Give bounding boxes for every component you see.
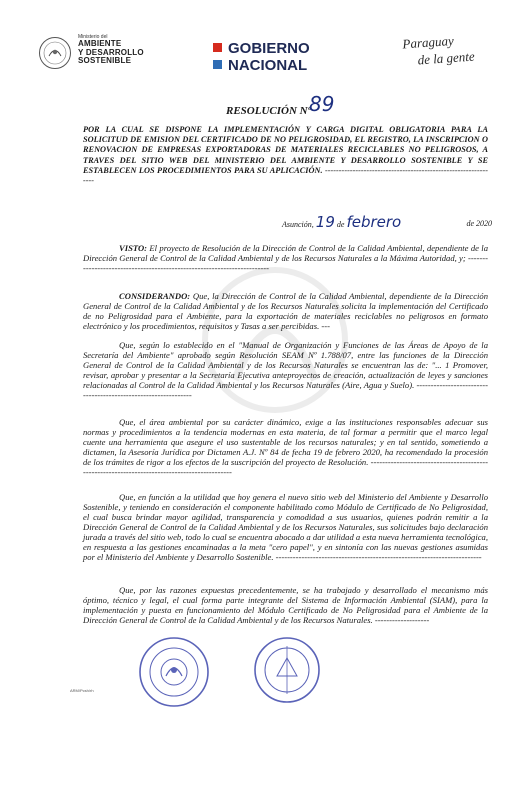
date-line (282, 213, 492, 231)
paragraph-5: Que, en función a la utilidad que hoy genera el nuevo sitio web del Ministerio del Ambiente y Desarrollo Sostenible, y teniendo en consideración el componente habilitado como Módulo de Certificado de No Peligrosidad, el cual busca brindar mayor agilidad, transparencia y comodidad a sus usuarios, quienes podrán remitir a la Dirección General de Control de la Calidad Ambiental y de los Recursos Naturales, sus solicitudes bajo declaración jurada a través del sitio web, todo lo cual se encuentra abocado a dar utilidad a esta nueva herramienta tecnológica, en respuesta a las gestiones encaminadas a la meta "cero papel", y en sintonía con las nuevas gestiones asumidas por el Ministerio del Ambiente y Desarrollo Sostenible. ------------------------------------------------------------------------ (83, 492, 488, 562)
ministry-seal-icon (38, 36, 72, 70)
date-de2: de (466, 219, 474, 228)
paragraph-4: Que, el área ambiental por su carácter dinámico, exige a las instituciones responsables adecuar sus normas y procedimientos a la tendencia modernas en esta materia, de tal formar a permitir que el marco legal cuente una herramienta que asegure el uso sustentable de los recursos naturales; y en tal sentido, sometiendo a dictamen, la Asesoría Jurídica por Dictamen A.J. Nº 84 de fecha 19 de febrero 2020, ha recomendado la procesión de los trámites de rigor a los efectos de la suscripción del proyecto de Resolución. --------------------------------------------------------------------------------------------- (83, 417, 488, 477)
visto-text: El proyecto de Resolución de la Dirección de Control de la Calidad Ambiental, dependiente de la Dirección General de Control de la Calidad Ambiental y de los Recursos Naturales a la Máxima Autoridad, y; ------------------------------------------------------------------------ (83, 243, 488, 273)
date-month: febrero (346, 213, 402, 231)
resolution-intro: POR LA CUAL SE DISPONE LA IMPLEMENTACIÓN Y CARGA DIGITAL OBLIGATORIA PARA LA SOLICITUD DE EMISION DEL CERTIFICADO DE NO PELIGROSIDAD, EL REGISTRO, LA INSCRIPCION O RENOVACION DE EMPRESAS EXPORTADORAS DE MATERIALES RECICLABLES NO PELIGROSOS, A TRAVES DEL SITIO WEB DEL MINISTERIO DEL AMBIENTE Y DESARROLLO SOSTENIBLE Y SE ESTABLECEN LOS PROCEDIMIENTOS PARA SU APLICACIÓN. --------------------------------------------------------------- (83, 125, 488, 186)
resolution-number: 89 (309, 92, 335, 116)
blue-square-icon (213, 60, 222, 69)
paraguay-slogan (402, 31, 475, 70)
gov-line1: GOBIERNO (228, 40, 310, 57)
paragraph-6: Que, por las razones expuestas precedentemente, se ha trabajado y desarrollado el mecanismo más óptimo, técnico y legal, el cual forma parte integrante del Sistema de Información Ambiental (SIAM), para la implementación y puesta en funcionamiento del Módulo Certificado de No Peligrosidad para el Ambiente de la Dirección General de Control de la Calidad Ambiental y de los Recursos Naturales. ------------------- (83, 585, 488, 625)
ministry-name (78, 35, 144, 65)
red-square-icon (213, 43, 222, 52)
ministry-line3: SOSTENIBLE (78, 56, 132, 66)
date-city: Asunción, (282, 220, 314, 229)
footer-note: ARM/Pcsh/rh (70, 688, 94, 693)
date-de1: de (336, 220, 345, 229)
considerando-label: CONSIDERANDO: (119, 291, 191, 301)
ministry-stamp-icon (253, 636, 321, 704)
gobierno-nacional-logo (213, 40, 310, 74)
date-year: 2020 (476, 219, 492, 228)
considerando-text: Que, la Dirección de Control de la Calidad Ambiental, dependiente de la Dirección General de Control de la Calidad Ambiental y de los Recursos Naturales solicita la implementación del Certificado de no Peligrosidad para el Ambiente, para la exportación de materiales reciclables no peligrosos en formato electrónico y los procedimientos, requisitos y Tasas a ser percibidas. --- (83, 291, 488, 331)
resolution-title: RESOLUCIÓN Nº (226, 105, 311, 117)
paragraph-3: Que, según lo establecido en el "Manual de Organización y Funciones de las Áreas de Apoyo de la Secretaría del Ambiente" aprobado según Resolución SEAM Nº 1.788/07, entre las funciones de la Dirección General de Control de la Calidad Ambiental y de los Recursos Naturales se encuentran las de: "... 1 Promover, revisar, aprobar y presentar a la Secretaría Ejecutiva anteproyectos de creación, actualización de leyes y sanciones relacionadas al Control de la Calidad Ambiental y los Recursos Naturales (Aire, Agua y Suelo). --------------------------------------------------------------- (83, 340, 488, 400)
ministry-small-label: Ministerio del (78, 34, 108, 40)
slogan-line1: Paraguay (401, 32, 455, 52)
slogan-line2: de la gente (417, 48, 476, 68)
date-day: 19 (315, 213, 335, 231)
ministry-line2: Y DESARROLLO (78, 47, 144, 57)
official-stamp-icon (138, 636, 210, 708)
visto-label: VISTO: (119, 243, 148, 253)
considerando-paragraph (83, 291, 488, 331)
gov-line2: NACIONAL (228, 57, 308, 74)
visto-paragraph (83, 243, 488, 273)
ministry-line1: AMBIENTE (78, 39, 122, 49)
